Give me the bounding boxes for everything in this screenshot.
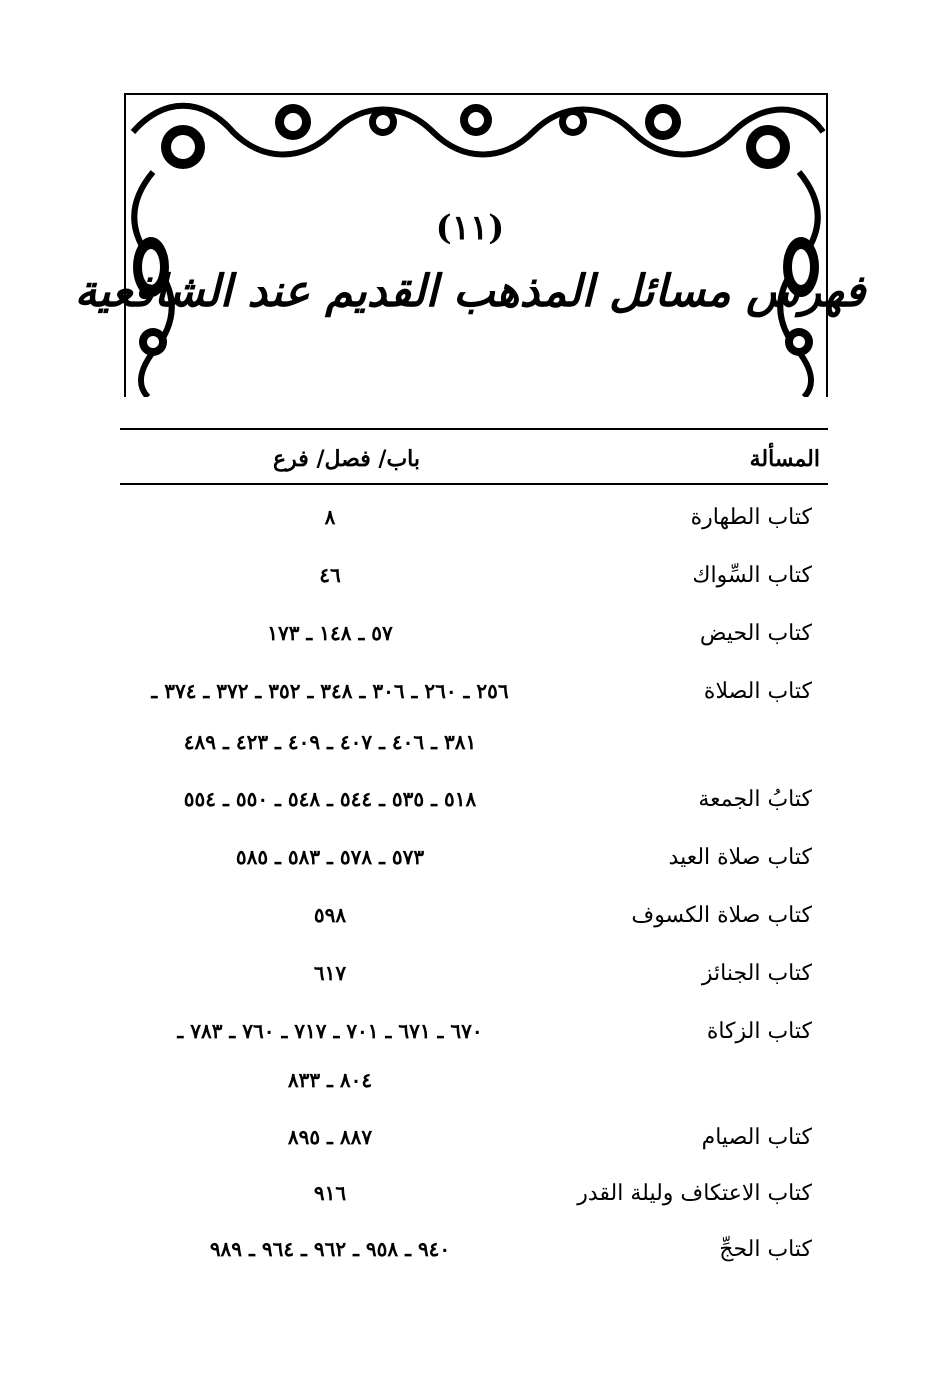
table-row-label: كتابُ الجمعة (698, 787, 812, 812)
table-row-refs-continued: ٣٨١ ـ ٤٠٦ ـ ٤٠٧ ـ ٤٠٩ ـ ٤٢٣ ـ ٤٨٩ (183, 730, 477, 754)
table-row-refs: ٩٤٠ ـ ٩٥٨ ـ ٩٦٢ ـ ٩٦٤ ـ ٩٨٩ (209, 1237, 451, 1261)
table-row-label: كتاب الصيام (701, 1125, 812, 1150)
table-row-refs: ٤٦ (319, 563, 341, 587)
column-header-question: المسألة (749, 446, 820, 472)
table-row-label: كتاب الاعتكاف وليلة القدر (577, 1181, 812, 1206)
table-row-label: كتاب الزكاة (706, 1019, 812, 1044)
table-row-refs: ٦١٧ (313, 961, 347, 985)
table-row-label: كتاب الطهارة (690, 505, 812, 530)
table-row-refs-continued: ٨٠٤ ـ ٨٣٣ (287, 1068, 373, 1092)
table-row-label: كتاب الصلاة (703, 679, 812, 704)
table-row-label: كتاب السِّواك (692, 563, 812, 588)
column-header-refs: باب/ فصل/ فرع (273, 446, 420, 472)
table-row-label: كتاب الحيض (699, 621, 812, 646)
table-row-refs: ٥١٨ ـ ٥٣٥ ـ ٥٤٤ ـ ٥٤٨ ـ ٥٥٠ ـ ٥٥٤ (183, 787, 477, 811)
table-row-label: كتاب الجنائز (701, 961, 812, 986)
table-row-label: كتاب صلاة العيد (668, 845, 812, 870)
table-row-refs: ٨٨٧ ـ ٨٩٥ (287, 1125, 373, 1149)
table-row-refs: ٩١٦ (313, 1181, 347, 1205)
table-row-refs: ٥٧٣ ـ ٥٧٨ ـ ٥٨٣ ـ ٥٨٥ (235, 845, 425, 869)
table-row-refs: ٥٩٨ (313, 903, 347, 927)
table-row-label: كتاب الحجِّ (719, 1237, 812, 1262)
table-row-refs: ٦٧٠ ـ ٦٧١ ـ ٧٠١ ـ ٧١٧ ـ ٧٦٠ ـ ٧٨٣ ـ (177, 1019, 483, 1043)
table-row-label: كتاب صلاة الكسوف (631, 903, 812, 928)
page-title: فهرس مسائل المذهب القديم عند الشافعية (74, 266, 866, 317)
table-row-refs: ٨ (324, 505, 336, 529)
section-number: (١١) (435, 208, 505, 248)
table-row-refs: ٢٥٦ ـ ٢٦٠ ـ ٣٠٦ ـ ٣٤٨ ـ ٣٥٢ ـ ٣٧٢ ـ ٣٧٤ ـ (151, 679, 509, 703)
table-row-refs: ٥٧ ـ ١٤٨ ـ ١٧٣ (267, 621, 393, 645)
